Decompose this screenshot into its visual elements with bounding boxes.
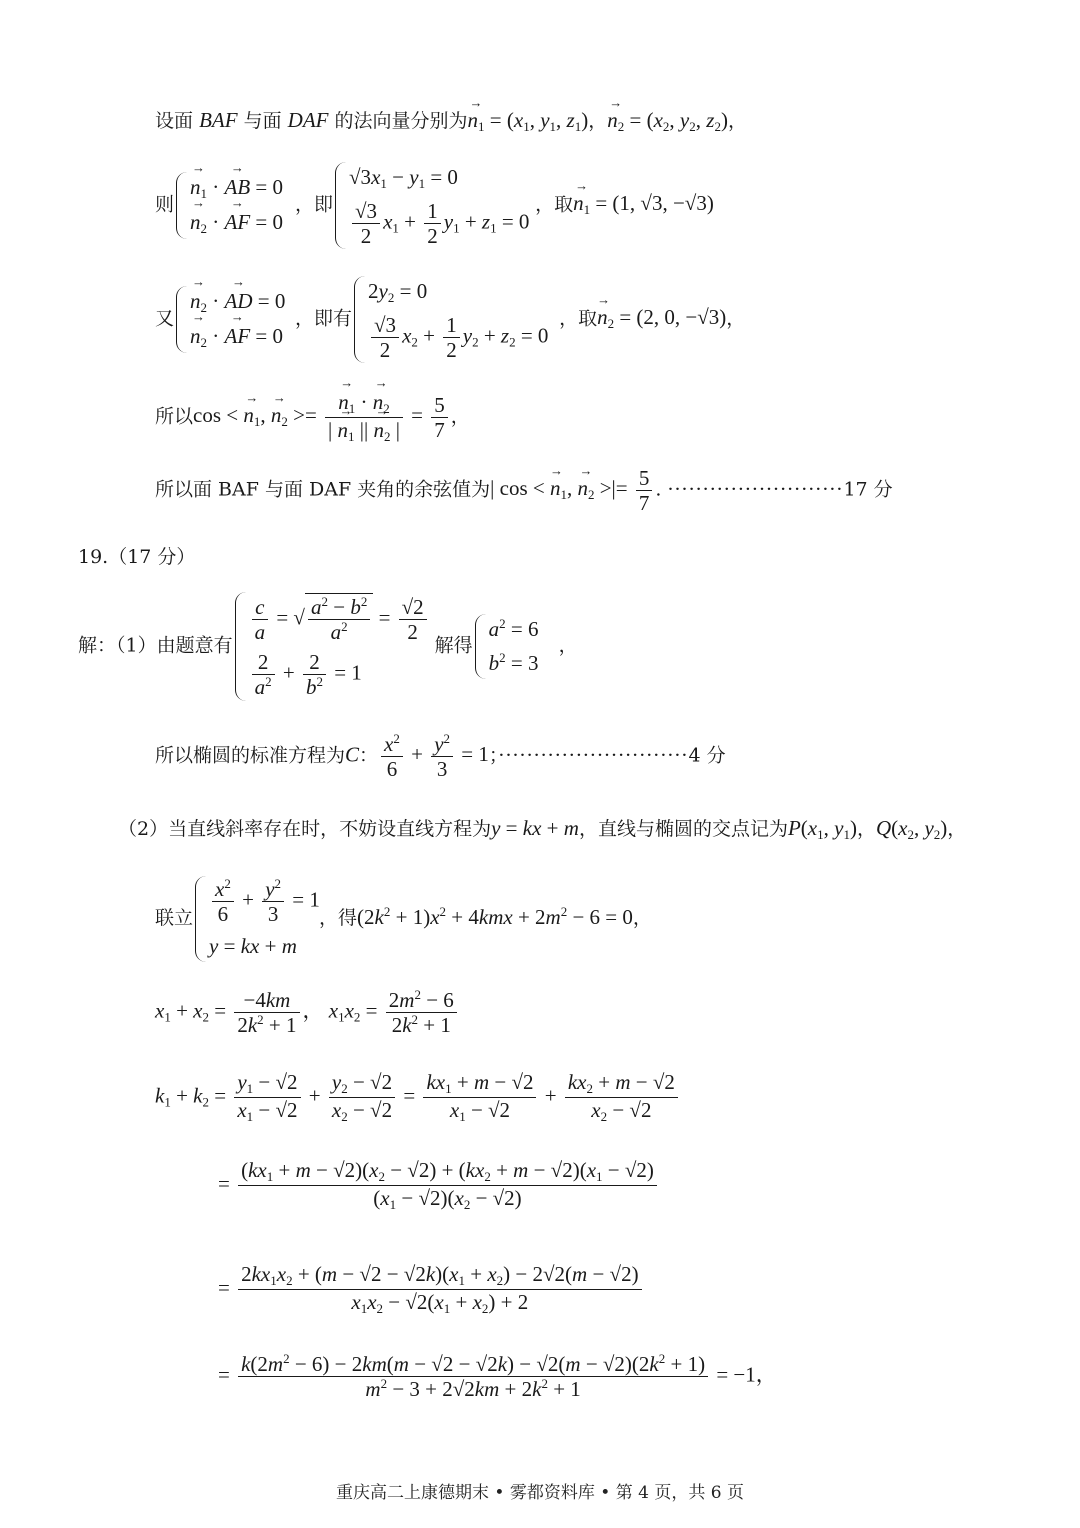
normal-vector-intro: 设面 BAF 与面 DAF 的法向量分别为$n_1$ → = ($x_1$, $y_1$, $z_1$)，$n_2$ → = ($x_2$, $y_2$, $z_2$)， xyxy=(155,110,747,133)
join-system: 联立 $\frac{x^2}{6}$ + $\frac{y^2}{3}$ = 1 y = kx + m ，得$(2k^2 + 1)x^2 + 4kmx + 2m^2 - 6 = 0$， xyxy=(155,874,652,964)
page-footer: 重庆高二上康德期末 • 雾都资料库 • 第 4 页，共 6 页 xyxy=(336,1483,744,1503)
cosine-answer: 所以面 BAF 与面 DAF 夹角的余弦值为| $\cos < n \to_1$, $n_2$ → >|= $\frac{5}{7}$ . ·························17 分 xyxy=(155,466,893,515)
slope-sum-4: = $\frac{k(2m^2 - 6) - 2km(m - √2 - √2k) - √2(m - √2)(2k^2 + 1)}{m^2 - 3 + 2√2km + 2k^2 + 1}$ = −1， xyxy=(218,1351,777,1402)
ellipse-equation: 所以椭圆的标准方程为C： $\frac{x^2}{6}$ + $\frac{y^2}{3}$ = 1；···························4 分 xyxy=(155,731,726,782)
vieta-formulas: $x_1 + x_2$ = $\frac{-4km}{2k^2 + 1}$ ， $x_1x_2$ = $\frac{2m^2 - 6}{2k^2 + 1}$ xyxy=(155,988,460,1037)
slope-sum-1: $k_1 + k_2$ = $\frac{y_1 - √2}{x_1 - √2}$ + $\frac{y_2 - √2}{x_2 - √2}$ = $\frac{kx_1 + m - √2}{x_1 - √2}$ + $\frac{kx_2 + m - √2}{x_2 - √2}$ xyxy=(155,1070,681,1125)
slope-sum-3: = $\frac{2kx_1x_2 + (m - √2 - √2k)(x_1 + x_2) - 2√2(m - √2)}{x_1x_2 - √2(x_1 + x_2) + 2}$ xyxy=(218,1262,645,1317)
solution-part2: （2）当直线斜率存在时，不妨设直线方程为y = kx + m，直线与椭圆的交点记为$P(x_1$, $y_1$)，$Q(x_2$, $y_2$)， xyxy=(118,816,967,842)
slope-sum-2: = $\frac{(kx_1 + m - √2)(x_2 - √2) + (kx_2 + m - √2)(x_1 - √2)}{(x_1 - √2)(x_2 - √2)}$ xyxy=(218,1158,660,1213)
system-n1: 则 $n_1$ → · AB → = 0 $n_2$ → · AF → = 0 ，即 $√3x_1 - y_1 = 0$ $\frac{√3}{2}$ $x_1$ + $\frac{1}{2}$ $y_1 + z_1 = 0$ ，取$n_1$ → = (1, √3, −√3) xyxy=(155,160,714,251)
question-19-header: 19.（17 分） xyxy=(78,546,196,568)
cosine-formula: 所以$\cos < n_1$ →, $n_2$ → >= $\frac{n_1 \to \cdot n_2 \to}{| n_1 \to || n_2 \to |}$ = $\frac{5}{7}$ ， xyxy=(155,390,470,445)
system-n2: 又 $n_2$ → · AD → = 0 $n_2$ → · AF → = 0 ，即有 $2y_2 = 0$ $\frac{√3}{2}$ $x_2$ + $\frac{1}{2}$ $y_2 + z_2 = 0$ ，取$n \to_2 = (2$, 0, −√3)， xyxy=(155,274,745,365)
solution-part1: 解：（1）由题意有 $\frac{c}{a}$ = √ $\frac{a^2 - b^2}{a^2}$ = $\frac{√2}{2}$ $\frac{2}{a^2}$ + $\frac{2}{b^2}$ = 1 解得 $a^2 = 6$ $b^2 = 3$ ， xyxy=(78,590,578,703)
